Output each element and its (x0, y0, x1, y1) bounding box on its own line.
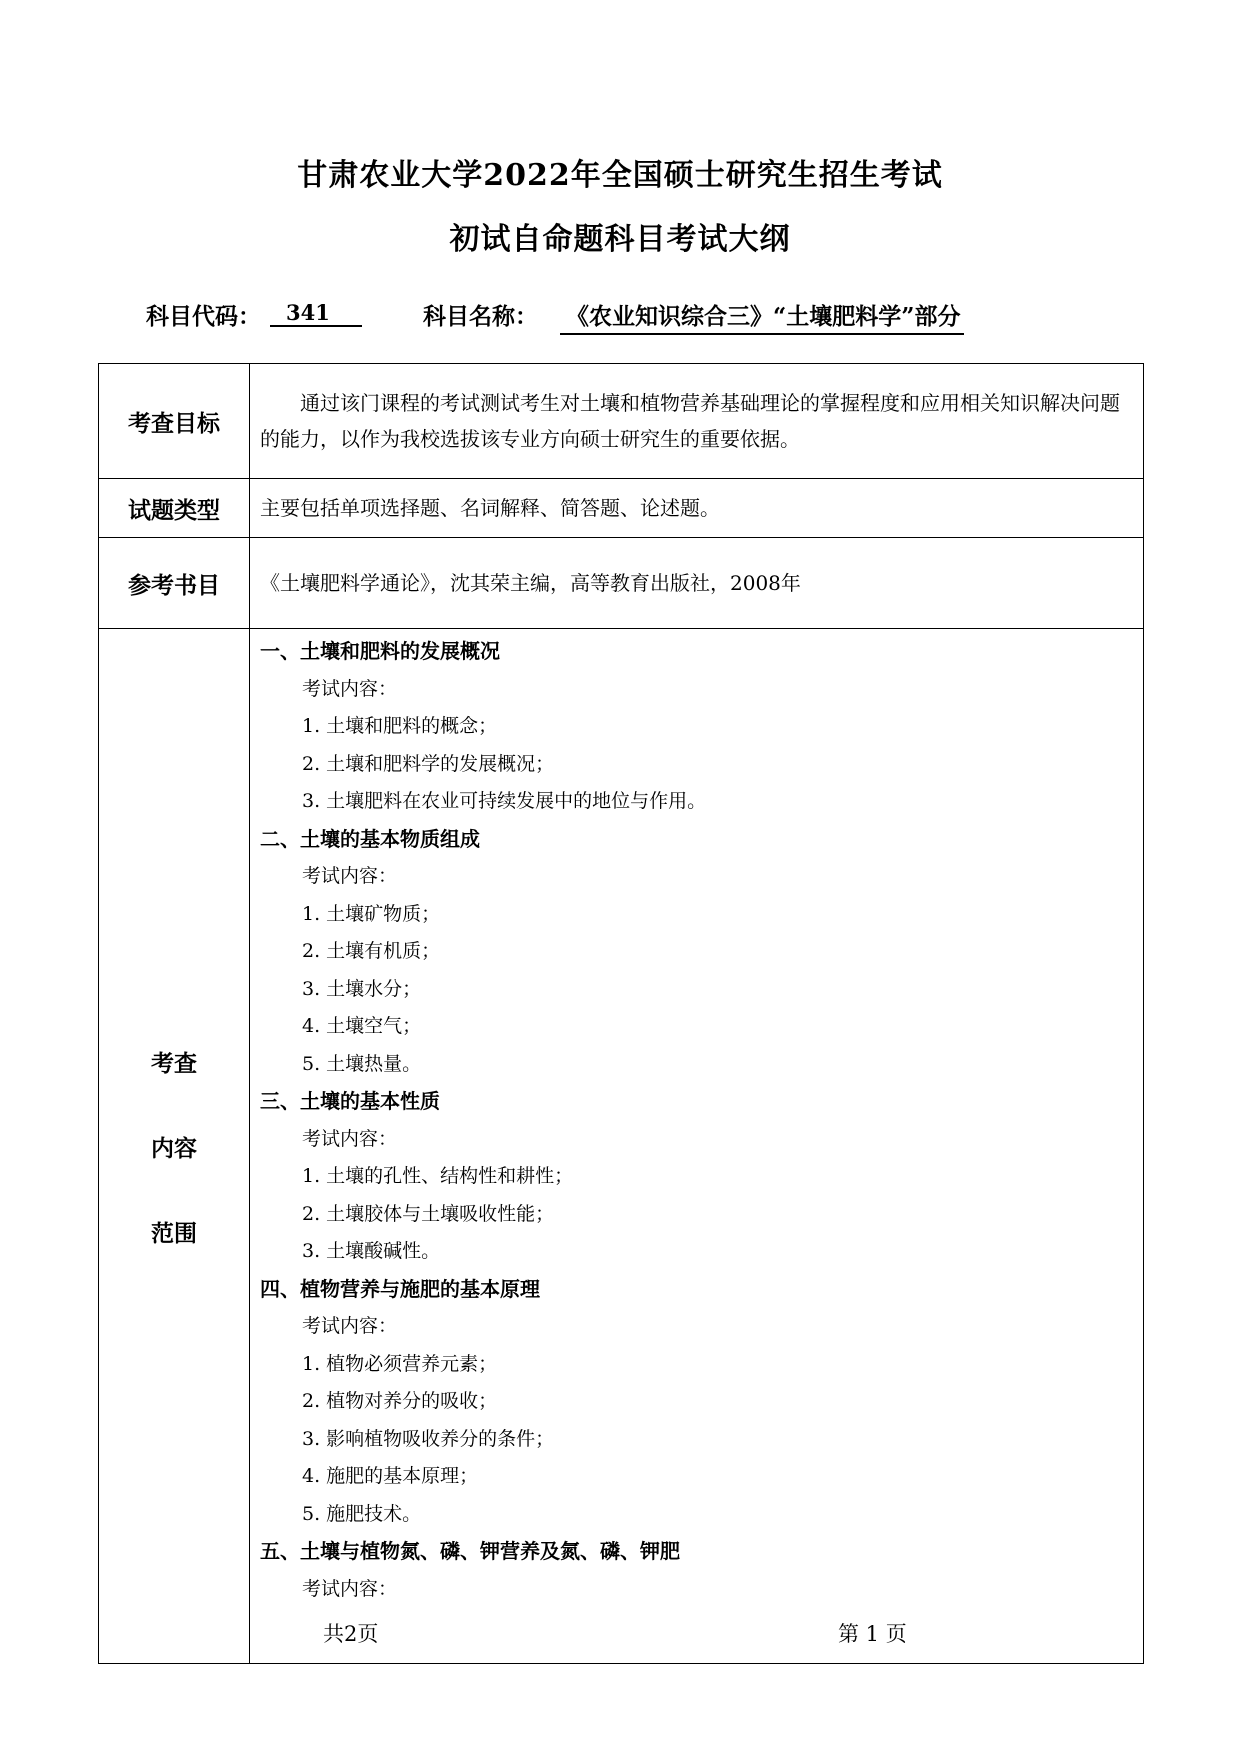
type-text: 主要包括单项选择题、名词解释、简答题、论述题。 (250, 479, 1144, 538)
section-sub: 考试内容： (302, 865, 398, 887)
subject-code-label: 科目代码： (146, 303, 261, 330)
section-sub: 考试内容： (302, 1127, 398, 1150)
section-title: 五、土壤与植物氮、磷、钾营养及氮、磷、钾肥 (260, 1539, 680, 1563)
subject-code-value: 341 (270, 300, 362, 327)
scope-label-line: 考查 (151, 1049, 197, 1077)
section (260, 821, 1131, 1084)
list-item: 3. 土壤肥料在农业可持续发展中的地位与作用。 (302, 790, 707, 812)
scope-content (250, 629, 1144, 1664)
section-sub: 考试内容： (302, 1577, 398, 1600)
document-subtitle: 初试自命题科目考试大纲 (449, 222, 791, 257)
section-sub: 考试内容： (302, 677, 398, 700)
subject-name-text: 《农业知识综合三》“土壤肥料学”部分 (560, 298, 964, 335)
list-item: 5. 土壤热量。 (302, 1052, 422, 1075)
list-item: 4. 土壤空气； (302, 1015, 422, 1037)
list-item: 2. 土壤胶体与土壤吸收性能； (302, 1202, 555, 1225)
list-item: 3. 土壤酸碱性。 (302, 1240, 441, 1262)
list-item: 1. 土壤和肥料的概念； (302, 715, 498, 737)
document-title: 甘肃农业大学2022年全国硕士研究生招生考试 (297, 158, 943, 193)
book-text: 《土壤肥料学通论》，沈其荣主编，高等教育出版社，2008年 (250, 538, 1144, 629)
list-item: 5. 施肥技术。 (302, 1502, 422, 1525)
table-row-type (99, 479, 1144, 538)
list-item: 4. 施肥的基本原理； (302, 1465, 479, 1487)
section-title: 一、土壤和肥料的发展概况 (260, 639, 500, 663)
list-item: 1. 土壤矿物质； (302, 902, 441, 925)
section (260, 633, 1131, 821)
table-row-scope (99, 629, 1144, 1664)
scope-label-line: 范围 (151, 1219, 197, 1247)
table-row-goal (99, 364, 1144, 479)
total-pages: 共2页 (323, 1622, 379, 1646)
page-number: 第 1 页 (838, 1622, 907, 1646)
scope-label-line: 内容 (151, 1134, 197, 1162)
type-label: 试题类型 (99, 479, 250, 538)
subject-name-label: 科目名称： (423, 303, 538, 330)
goal-cell (250, 364, 1144, 479)
section-title: 四、植物营养与施肥的基本原理 (260, 1276, 540, 1301)
list-item: 3. 影响植物吸收养分的条件； (302, 1427, 555, 1450)
section (260, 1083, 1131, 1271)
table-row-book (99, 538, 1144, 629)
section-title: 二、土壤的基本物质组成 (260, 826, 480, 851)
syllabus-table (98, 363, 1144, 1664)
scope-label (99, 629, 250, 1664)
section-sub: 考试内容： (302, 1315, 398, 1337)
goal-text: 通过该门课程的考试测试考生对土壤和植物营养基础理论的掌握程度和应用相关知识解决问题的能力，以作为我校选拔该专业方向硕士研究生的重要依据。 (260, 391, 1120, 451)
list-item: 1. 土壤的孔性、结构性和耕性； (302, 1165, 574, 1187)
list-item: 1. 植物必须营养元素； (302, 1352, 498, 1375)
section (260, 1533, 1131, 1608)
book-label: 参考书目 (99, 538, 250, 629)
goal-label: 考查目标 (99, 364, 250, 479)
list-item: 3. 土壤水分； (302, 977, 422, 1000)
list-item: 2. 土壤有机质； (302, 940, 441, 962)
subject-name-value (560, 298, 964, 335)
section-title: 三、土壤的基本性质 (260, 1089, 440, 1113)
list-item: 2. 土壤和肥料学的发展概况； (302, 752, 555, 775)
list-item: 2. 植物对养分的吸收； (302, 1390, 498, 1412)
section (260, 1271, 1131, 1534)
